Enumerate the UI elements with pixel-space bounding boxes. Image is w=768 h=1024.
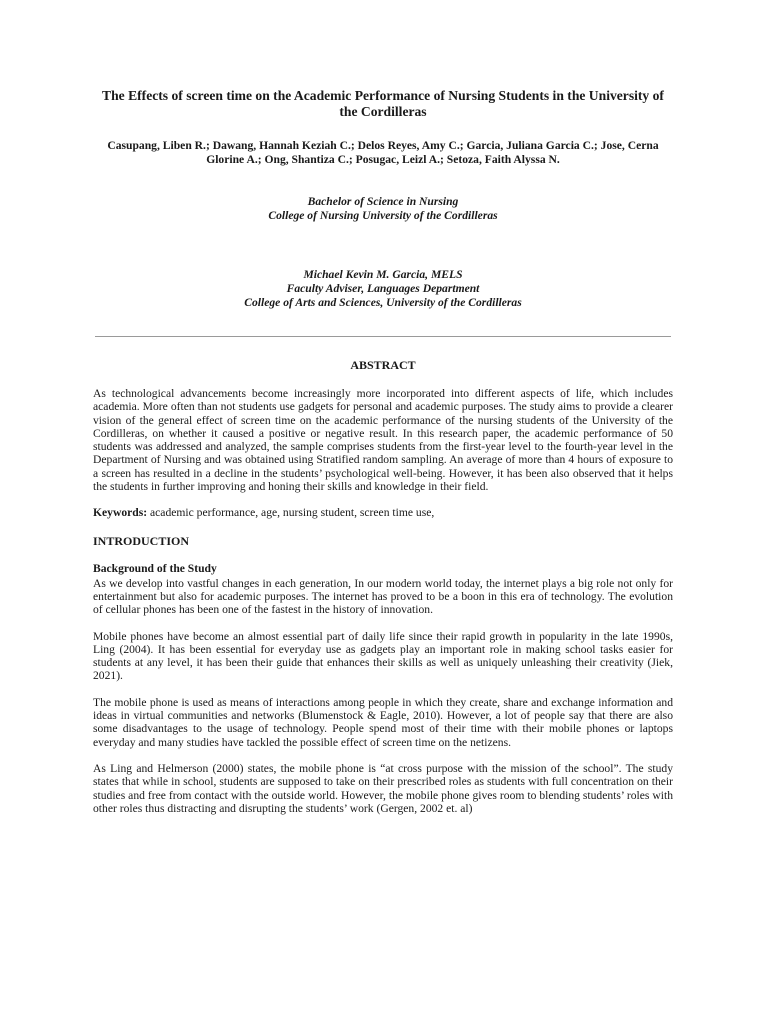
intro-paragraph: The mobile phone is used as means of interactions among people in which they create, share and exchange information and ideas in virtual communities and networks (Blumenstock & Eagle, 2010). However, a lot of people say that there are also some disadvantages to the usage of technology. People spend most of their time with their mobile phones or laptops everyday and many studies have tackled the possible effect of screen time on the netizens. [93, 695, 673, 749]
affiliation-college: College of Nursing University of the Cordilleras [268, 209, 498, 222]
abstract-heading: ABSTRACT [350, 358, 416, 372]
paper-page [93, 88, 673, 815]
adviser-block [93, 268, 673, 310]
affiliation-program: Bachelor of Science in Nursing [307, 195, 459, 208]
section-divider [95, 336, 671, 337]
adviser-college: College of Arts and Sciences, University of the Cordilleras [244, 296, 522, 309]
keywords-text: academic performance, age, nursing student, screen time use, [147, 506, 435, 520]
abstract-body: As technological advancements become increasingly more incorporated into different aspects of life, which includes academia. More often than not students use gadgets for personal and academic purposes. The study aims to provide a clearer vision of the general effect of screen time on the academic performance of the nursing students of the University of the Cordilleras, on whether it caused a positive or negative result. In this research paper, the academic performance of 50 students was addressed and analyzed, the sample comprises students from the first-year level to the fourth-year level in the Department of Nursing and was obtained using Stratified random sampling. An average of more than 4 hours of exposure to a screen has resulted in a decline in the students’ psychological well-being. However, it has been also observed that it helps the students in further improving and honing their skills and knowledge in their field. [93, 387, 673, 494]
keywords [93, 506, 673, 519]
adviser-role: Faculty Adviser, Languages Department [286, 282, 480, 295]
adviser-name: Michael Kevin M. Garcia, MELS [303, 268, 463, 281]
author-list: Casupang, Liben R.; Dawang, Hannah Keziah C.; Delos Reyes, Amy C.; Garcia, Juliana Garcia C.; Jose, Cerna Glorine A.; Ong, Shantiza C.; Posugac, Leizl A.; Setoza, Faith Alyssa N. [107, 139, 659, 166]
intro-paragraph: As Ling and Helmerson (2000) states, the mobile phone is “at cross purpose with the mission of the school”. The study states that while in school, students are supposed to take on their prescribed roles as students with full concentration on their studies and free from contact with the outside world. However, the mobile phone gives room to blending students’ roles with other roles thus distracting and disrupting the students’ work (Gergen, 2002 et. al) [93, 761, 673, 815]
intro-paragraph: As we develop into vastful changes in each generation, In our modern world today, the internet plays a big role not only for entertainment but also for academic purposes. The internet has proved to be a boon in this era of technology. The evolution of cellular phones has been one of the fastest in the history of innovation. [93, 576, 673, 617]
paper-title: The Effects of screen time on the Academic Performance of Nursing Students in the University of the Cordilleras [102, 88, 664, 119]
affiliation [93, 195, 673, 223]
intro-paragraph: Mobile phones have become an almost essential part of daily life since their rapid growth in popularity in the late 1990s, Ling (2004). It has been essential for everyday use as gadgets play an important role in making school tasks easier for students at any level, it has been their guide that enhances their skills as well as uniquely unleashing their creativity (Jiek, 2021). [93, 629, 673, 683]
background-subheading: Background of the Study [93, 561, 217, 575]
introduction-heading: INTRODUCTION [93, 533, 190, 548]
keywords-label: Keywords: [93, 506, 148, 520]
